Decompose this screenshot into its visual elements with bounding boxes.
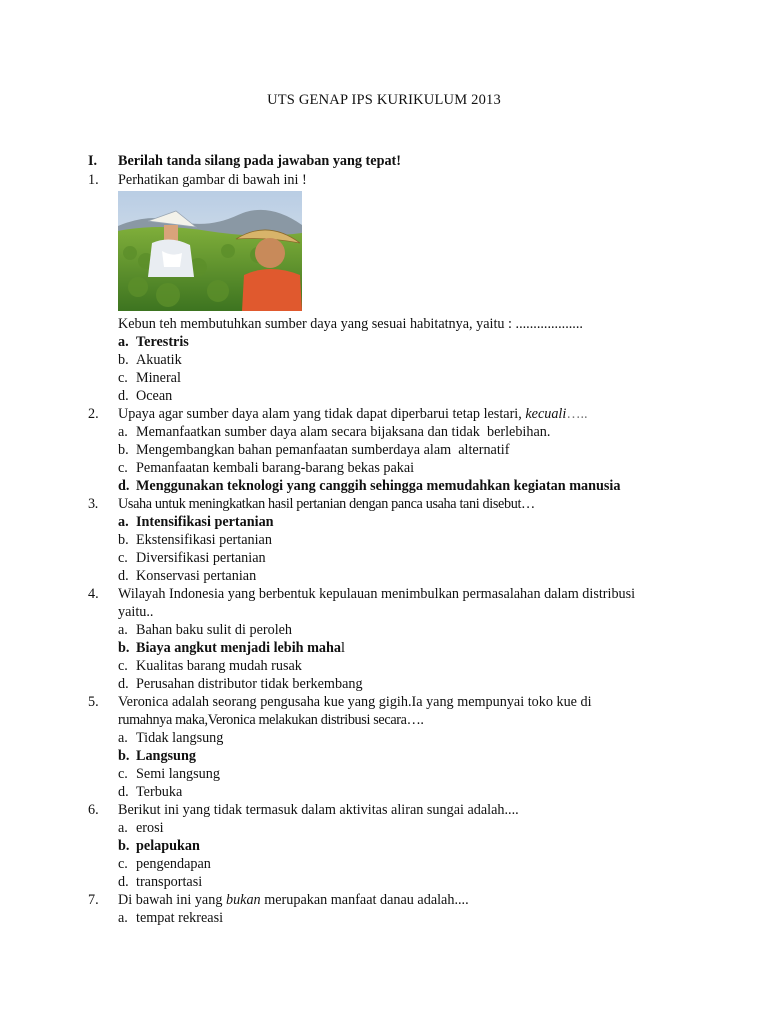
question-text: Berikut ini yang tidak termasuk dalam aktivitas aliran sungai adalah.... [118, 802, 519, 818]
option-text: Akuatik [136, 352, 182, 368]
option-letter: a. [118, 730, 128, 746]
question-number: 7. [88, 892, 99, 908]
question-2 [88, 405, 688, 423]
question-emphasis: bukan [225, 892, 261, 908]
section-instruction: Berilah tanda silang pada jawaban yang tepat! [118, 153, 402, 169]
option-letter: d. [118, 784, 129, 800]
question-1-stem: Kebun teh membutuhkan sumber daya yang sesuai habitatnya, yaitu : ................... [118, 316, 583, 332]
answer-option [88, 873, 688, 891]
option-text: Mengembangkan bahan pemanfaatan sumberdaya alam alternatif [136, 442, 510, 458]
question-number: 5. [88, 694, 99, 710]
answer-option [88, 477, 688, 495]
answer-option [88, 513, 688, 531]
option-text: Konservasi pertanian [136, 568, 257, 584]
answer-option [88, 459, 688, 477]
answer-option [88, 441, 688, 459]
answer-option [88, 675, 688, 693]
answer-option [88, 531, 688, 549]
page-title: UTS GENAP IPS KURIKULUM 2013 [267, 92, 501, 108]
option-text: Kualitas barang mudah rusak [136, 658, 302, 674]
option-letter: a. [118, 622, 128, 638]
option-text-tail: l [340, 640, 345, 656]
answer-option [88, 387, 688, 405]
answer-option [88, 909, 688, 927]
option-text: Ekstensifikasi pertanian [136, 532, 272, 548]
option-text: Menggunakan teknologi yang canggih sehingga memudahkan kegiatan manusia [136, 478, 621, 494]
question-text: Usaha untuk meningkatkan hasil pertanian dengan panca usaha tani disebut… [118, 496, 535, 512]
option-letter: b. [118, 442, 129, 458]
question-text: Perhatikan gambar di bawah ini ! [118, 172, 307, 188]
option-letter: a. [118, 514, 129, 530]
question-text-continued: rumahnya maka,Veronica melakukan distribusi secara…. [118, 712, 424, 728]
question-number: 1. [88, 172, 99, 188]
answer-option [88, 747, 688, 765]
question-number: 4. [88, 586, 99, 602]
option-letter: a. [118, 424, 128, 440]
answer-option [88, 657, 688, 675]
question-text: Upaya agar sumber daya alam yang tidak dapat diperbarui tetap lestari, [118, 406, 522, 422]
option-text: Mineral [136, 370, 181, 386]
question-emphasis: kecuali [525, 406, 567, 422]
option-letter: d. [118, 478, 130, 494]
option-letter: d. [118, 676, 129, 692]
section-heading [88, 153, 401, 170]
option-letter: c. [118, 856, 128, 872]
option-letter: c. [118, 658, 128, 674]
question-text: Wilayah Indonesia yang berbentuk kepulauan menimbulkan permasalahan dalam distribusi [118, 586, 636, 602]
question-text: Di bawah ini yang [118, 892, 223, 908]
option-text: pengendapan [136, 856, 211, 872]
option-letter: b. [118, 640, 130, 656]
option-text: Semi langsung [136, 766, 220, 782]
answer-option [88, 549, 688, 567]
option-text: Pemanfaatan kembali barang-barang bekas pakai [136, 460, 415, 476]
option-letter: a. [118, 334, 129, 350]
question-dots: ….. [566, 406, 588, 422]
option-letter: c. [118, 370, 128, 386]
question-3 [88, 495, 688, 513]
option-letter: d. [118, 388, 129, 404]
option-letter: a. [118, 910, 128, 926]
option-letter: a. [118, 820, 128, 836]
answer-option [88, 837, 688, 855]
question-7 [88, 891, 688, 909]
answer-option [88, 729, 688, 747]
option-text: Terbuka [136, 784, 183, 800]
option-letter: c. [118, 550, 128, 566]
question-number: 3. [88, 496, 98, 512]
question-1 [88, 171, 688, 189]
question-4 [88, 585, 688, 603]
option-text: pelapukan [136, 838, 200, 854]
question-number: 2. [88, 406, 99, 422]
option-text: Intensifikasi pertanian [136, 514, 274, 530]
option-letter: c. [118, 766, 128, 782]
option-text: tempat rekreasi [136, 910, 224, 926]
answer-option [88, 423, 688, 441]
option-text: Ocean [136, 388, 173, 404]
answer-option [88, 639, 688, 657]
option-text: Memanfaatkan sumber daya alam secara bijaksana dan tidak berlebihan. [136, 424, 551, 440]
question-number: 6. [88, 802, 99, 818]
question-list [88, 171, 688, 927]
answer-option [88, 765, 688, 783]
option-text: Biaya angkut menjadi lebih maha [136, 640, 341, 656]
answer-option [88, 351, 688, 369]
section-number: I. [88, 153, 98, 169]
option-letter: b. [118, 352, 129, 368]
answer-option [88, 783, 688, 801]
question-text-continued: yaitu.. [118, 604, 154, 620]
option-text: Langsung [136, 748, 196, 764]
answer-option [88, 333, 688, 351]
option-text: transportasi [136, 874, 203, 890]
option-letter: b. [118, 838, 130, 854]
question-text: Veronica adalah seorang pengusaha kue yang gigih.Ia yang mempunyai toko kue di [118, 694, 592, 710]
answer-option [88, 621, 688, 639]
option-letter: c. [118, 460, 128, 476]
answer-option [88, 819, 688, 837]
option-text: Tidak langsung [136, 730, 224, 746]
option-letter: b. [118, 748, 130, 764]
option-letter: b. [118, 532, 129, 548]
option-text: Bahan baku sulit di peroleh [136, 622, 293, 638]
question-5 [88, 693, 688, 711]
question-text-after: merupakan manfaat danau adalah.... [264, 892, 469, 908]
option-text: erosi [136, 820, 164, 836]
option-letter: d. [118, 568, 129, 584]
option-text: Diversifikasi pertanian [136, 550, 266, 566]
option-text: Terestris [136, 334, 189, 350]
option-text: Perusahan distributor tidak berkembang [136, 676, 363, 692]
answer-option [88, 369, 688, 387]
tea-plantation-photo [118, 191, 302, 311]
answer-option [88, 567, 688, 585]
answer-option [88, 855, 688, 873]
question-6 [88, 801, 688, 819]
option-letter: d. [118, 874, 129, 890]
